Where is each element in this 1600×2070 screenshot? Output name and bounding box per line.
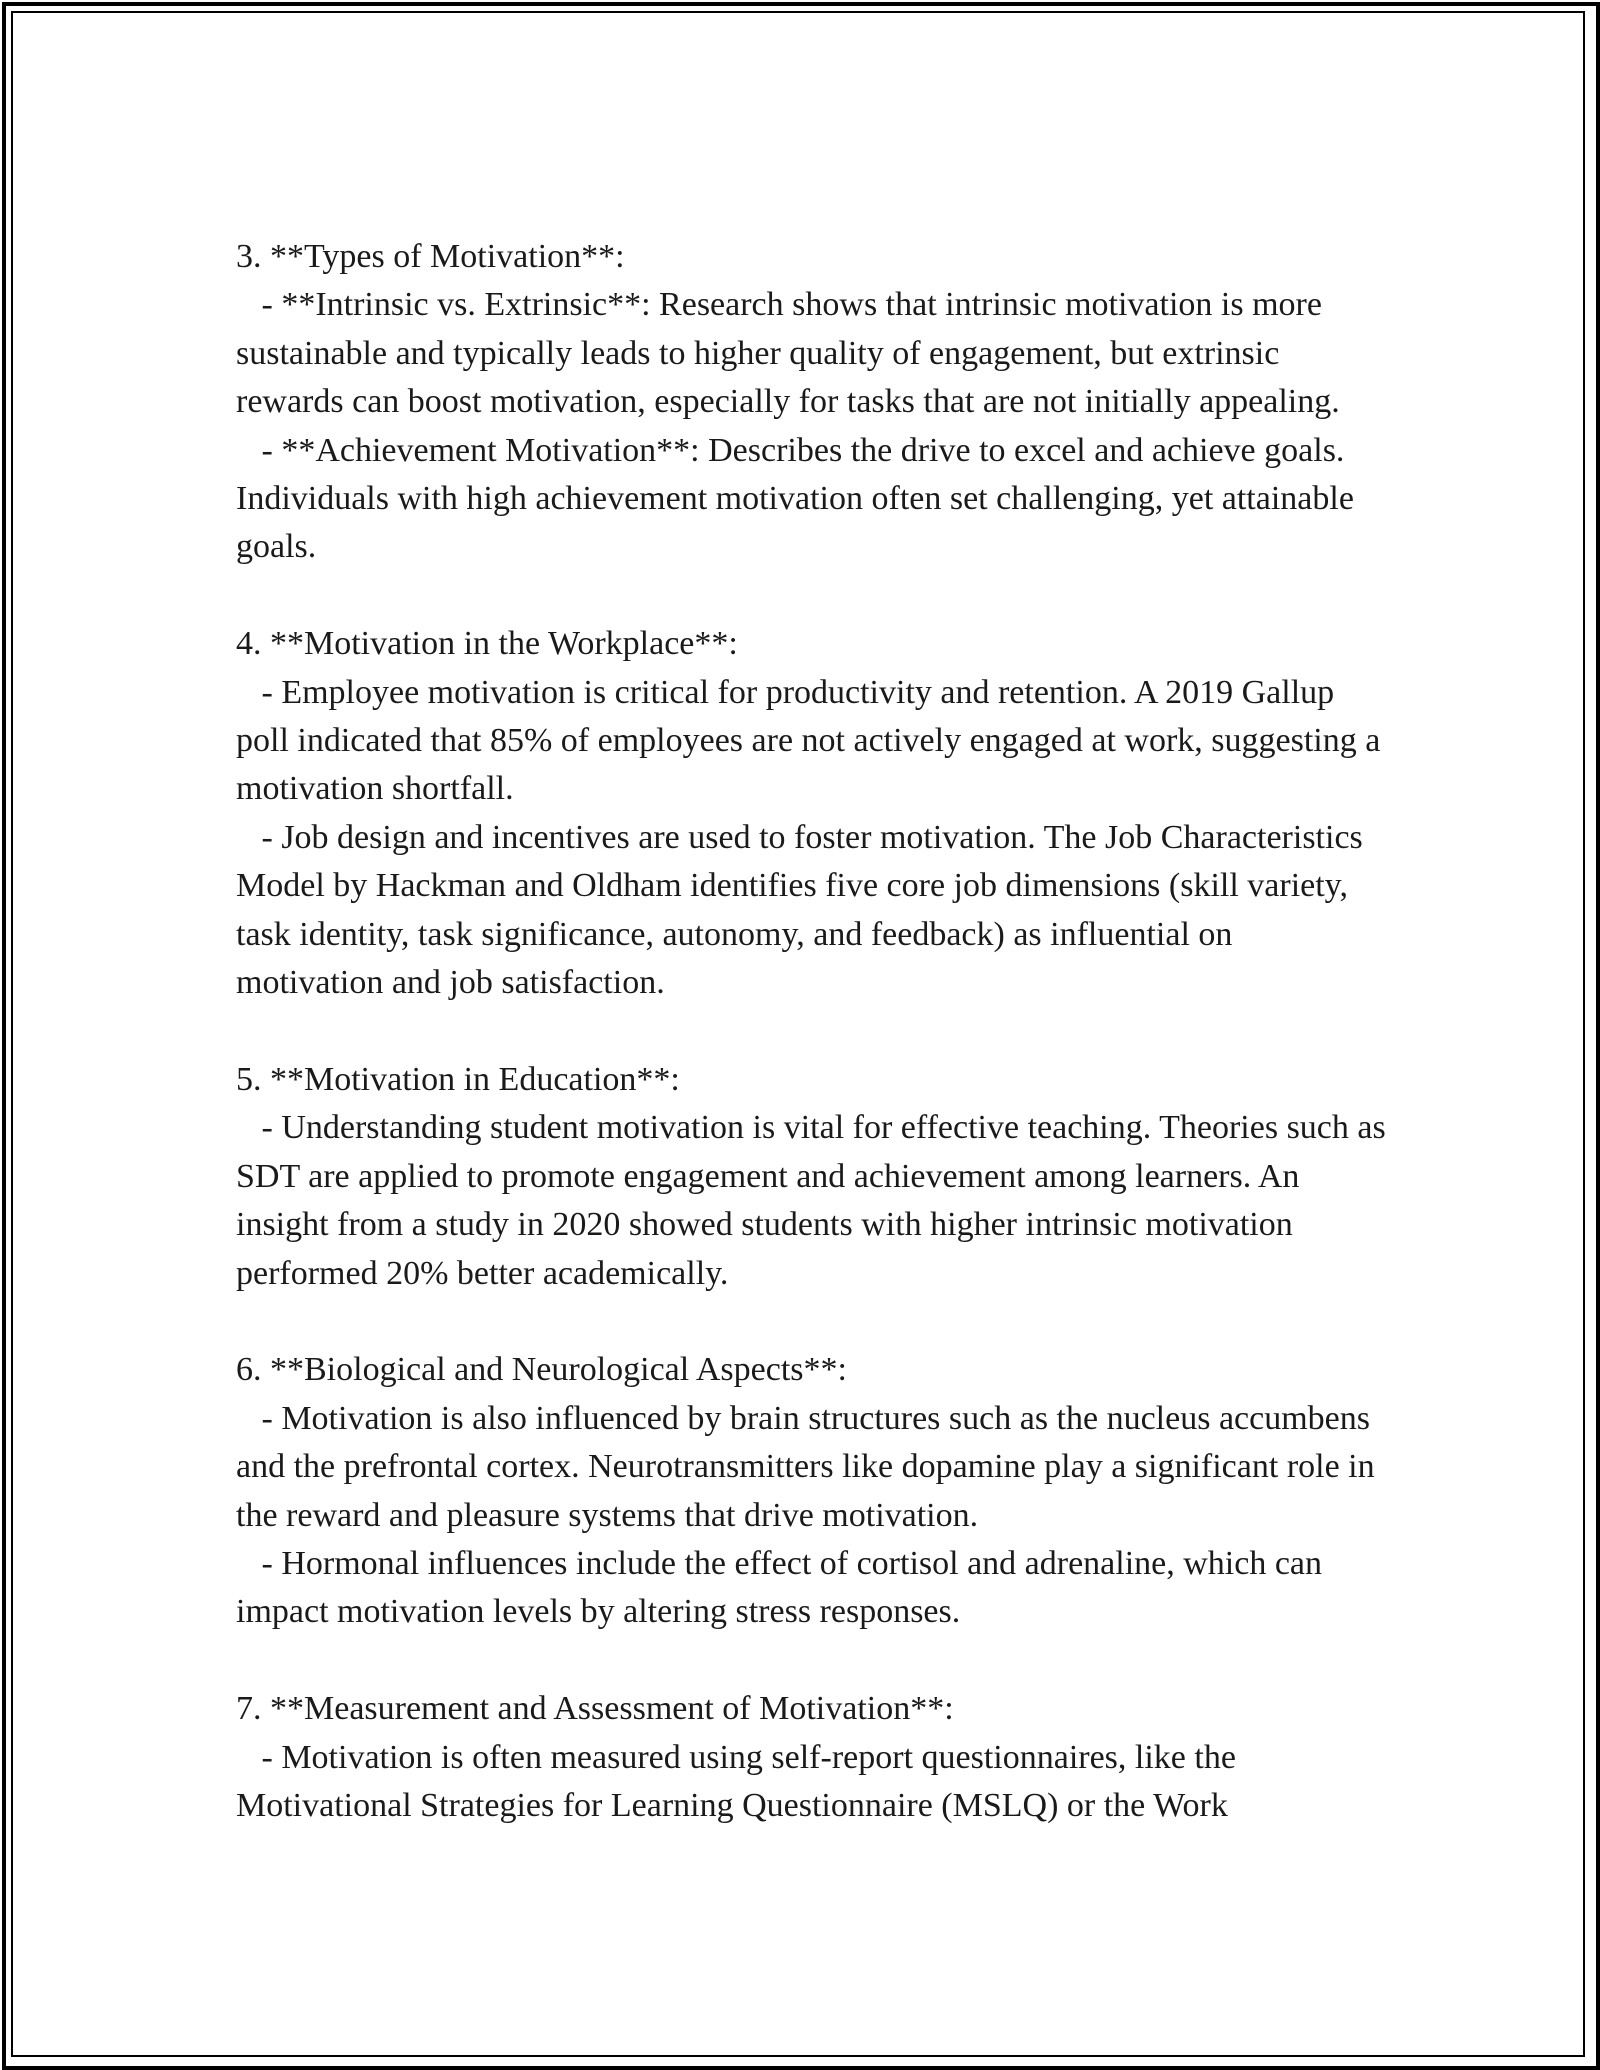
bullet-item: - Understanding student motivation is vital for effective teaching. Theories such as SDT are applied to promote engagement and achievement among learners. An insight from a study in 2020 showed students with higher intrinsic motivation performed 20% better academically. xyxy=(236,1109,1395,1292)
bullet-item: - Job design and incentives are used to foster motivation. The Job Characteristics Model by Hackman and Oldham identifies five core job dimensions (skill variety, task identity, task significance, autonomy, and feedback) as influential on motivation and job satisfaction. xyxy=(236,818,1372,1002)
bullet-item: - Hormonal influences include the effect of cortisol and adrenaline, which can impact motivation levels by altering stress responses. xyxy=(236,1544,1331,1631)
section-spacer xyxy=(236,572,1386,620)
bullet-item: - **Achievement Motivation**: Describes the drive to excel and achieve goals. Individuals with high achievement motivation often set challenging, yet attainable goals. xyxy=(236,431,1363,566)
section-heading: 3. **Types of Motivation**: xyxy=(236,238,625,275)
document-body xyxy=(236,233,1395,1830)
section-heading: 6. **Biological and Neurological Aspects**: xyxy=(236,1351,847,1389)
bullet-item: - Employee motivation is critical for productivity and retention. A 2019 Gallup poll indicated that 85% of employees are not actively engaged at work, suggesting a motivation shortfall. xyxy=(236,673,1389,808)
section-heading: 7. **Measurement and Assessment of Motivation**: xyxy=(236,1690,954,1728)
section-types-of-motivation xyxy=(236,233,1386,572)
section-heading: 4. **Motivation in the Workplace**: xyxy=(236,625,738,663)
section-motivation-in-workplace xyxy=(236,620,1389,1007)
section-spacer xyxy=(236,1298,1386,1346)
section-heading: 5. **Motivation in Education**: xyxy=(236,1060,680,1098)
bullet-item: - Motivation is often measured using self-report questionnaires, like the Motivational Strategies for Learning Questionnaire (MSLQ) or the Work xyxy=(236,1738,1245,1824)
section-motivation-in-education xyxy=(236,1056,1395,1298)
section-spacer xyxy=(236,1637,1386,1685)
section-spacer xyxy=(236,1007,1386,1055)
bullet-item: - Motivation is also influenced by brain structures such as the nucleus accumbens and the prefrontal cortex. Neurotransmitters like dopamine play a significant role in the reward and pleasure systems that drive motivation. xyxy=(236,1399,1384,1534)
section-measurement-assessment xyxy=(236,1685,1386,1830)
section-biological-neurological-aspects xyxy=(236,1346,1386,1636)
bullet-item: - **Intrinsic vs. Extrinsic**: Research shows that intrinsic motivation is more sustainable and typically leads to higher quality of engagement, but extrinsic rewards can boost motivation, especially for tasks that are not initially appealing. xyxy=(236,286,1340,421)
